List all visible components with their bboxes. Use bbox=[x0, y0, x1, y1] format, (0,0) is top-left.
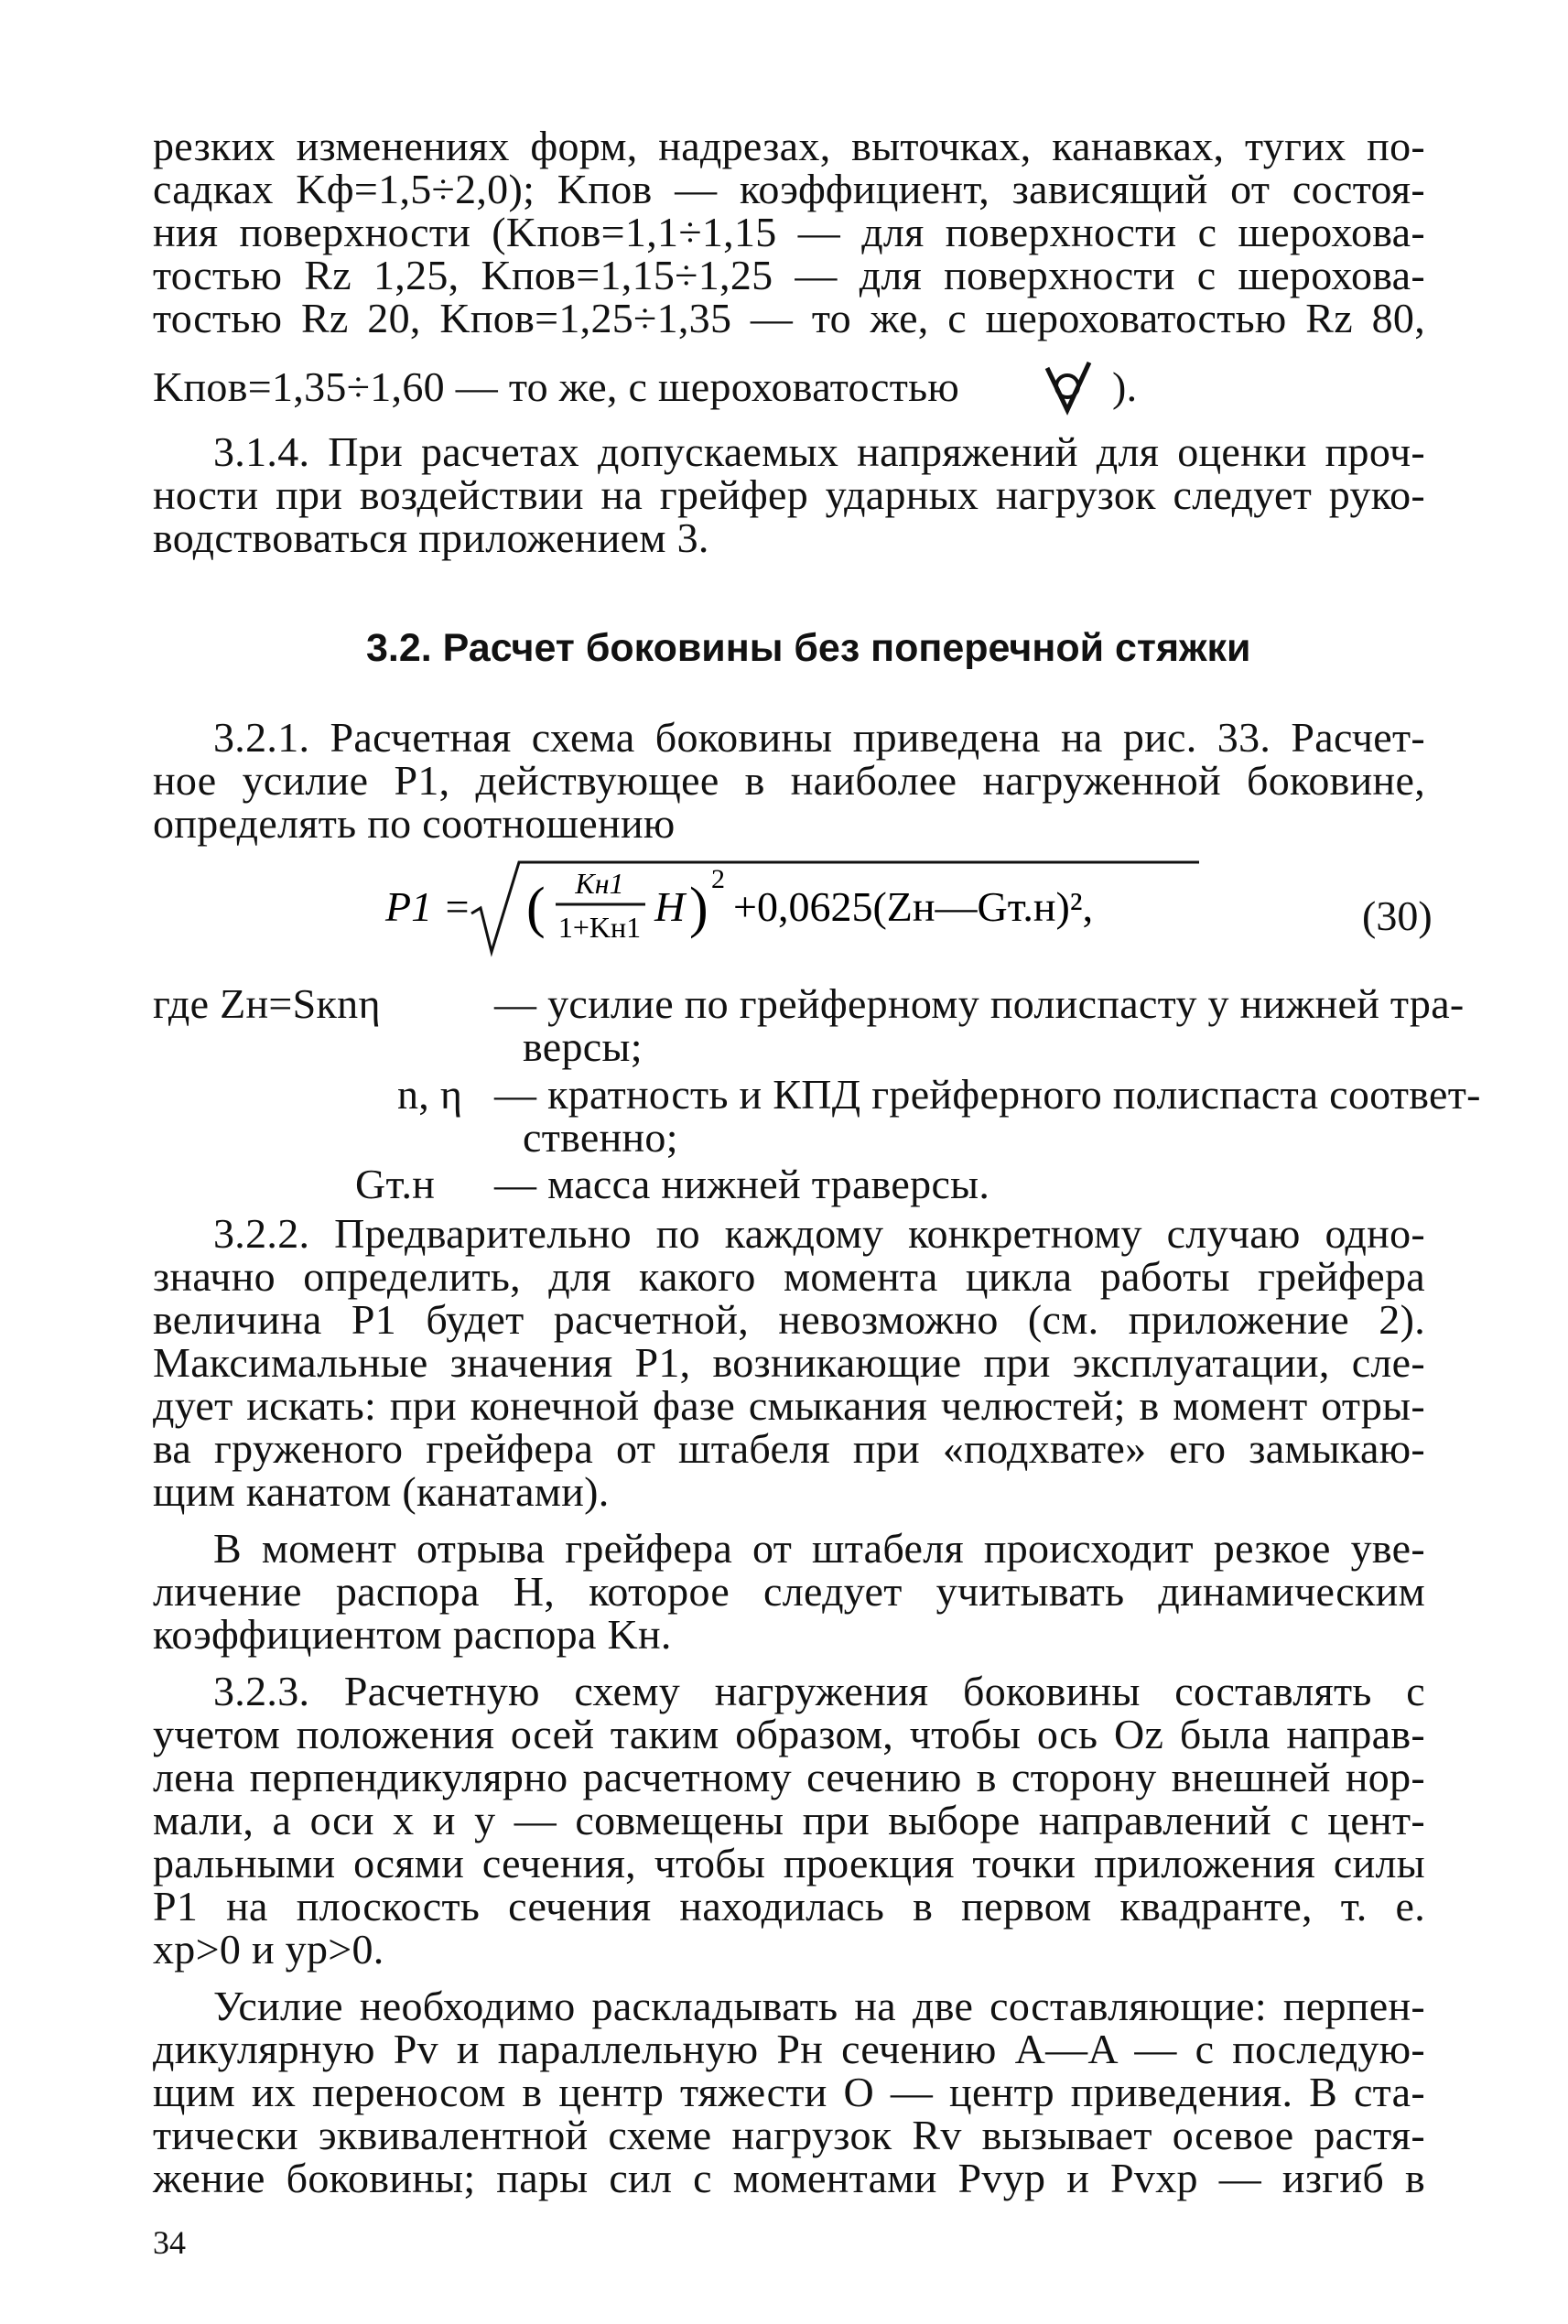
text-line: мали, а оси x и y — совмещены при выборе направлений с цент- bbox=[153, 1797, 1425, 1843]
text-line: величина P1 будет расчетной, невозможно (см. приложение 2). bbox=[153, 1296, 1425, 1343]
formula-30 bbox=[380, 857, 1204, 962]
formula-numerator: Kн1 bbox=[575, 867, 624, 900]
text-line: xp>0 и yp>0. bbox=[153, 1926, 384, 1973]
text-line: щим канатом (канатами). bbox=[153, 1468, 610, 1515]
text-line: учетом положения осей таким образом, чтобы ось Oz была направ- bbox=[153, 1711, 1425, 1757]
page-number: 34 bbox=[153, 2224, 186, 2261]
text-line: 3.2.3. Расчетную схему нагружения боковины составлять с bbox=[213, 1668, 1425, 1714]
text-line: ное усилие P1, действующее в наиболее нагруженной боковине, bbox=[153, 757, 1425, 804]
definition-term: где Zн=Sкnη bbox=[153, 980, 381, 1027]
formula-paren-right: ) bbox=[689, 877, 708, 939]
text-line: В момент отрыва грейфера от штабеля происходит резкое уве- bbox=[213, 1525, 1425, 1572]
formula-tail: +0,0625(Zн—Gт.н)², bbox=[733, 883, 1094, 930]
definition-term: n, η bbox=[397, 1071, 463, 1118]
text-line: дикулярную Pv и параллельную Pн сечению A—A — с последую- bbox=[153, 2026, 1425, 2072]
text-line: водствоваться приложением 3. bbox=[153, 514, 709, 561]
text-line: садках Kф=1,5÷2,0); Kпов — коэффициент, зависящий от состоя- bbox=[153, 166, 1425, 212]
definition-text: версы; bbox=[523, 1023, 643, 1070]
formula-h: H bbox=[654, 883, 686, 930]
text-line: коэффициентом распора Kн. bbox=[153, 1611, 672, 1658]
text-line: 3.1.4. При расчетах допускаемых напряжений для оценки проч- bbox=[213, 428, 1425, 475]
text-line: ния поверхности (Kпов=1,1÷1,15 — для поверхности с шерохова- bbox=[153, 209, 1425, 255]
text-line: Усилие необходимо раскладывать на две составляющие: перпен- bbox=[213, 1983, 1425, 2029]
text-line: значно определить, для какого момента цикла работы грейфера bbox=[153, 1253, 1425, 1300]
definition-text: — усилие по грейферному полиспасту у нижней тра- bbox=[494, 980, 1465, 1027]
text-line: P1 на плоскость сечения находилась в первом квадранте, т. е. bbox=[153, 1883, 1425, 1929]
equation-number: (30) bbox=[1362, 892, 1433, 939]
text-line: ности при воздействии на грейфер ударных нагрузок следует руко- bbox=[153, 471, 1425, 518]
formula-paren-left: ( bbox=[526, 877, 546, 939]
text-line: Kпов=1,35÷1,60 — то же, с шероховатостью bbox=[153, 363, 960, 410]
formula-exponent: 2 bbox=[711, 864, 725, 894]
text-line: ва груженого грейфера от штабеля при «подхвате» его замыкаю- bbox=[153, 1425, 1425, 1472]
definition-term: Gт.н bbox=[355, 1161, 436, 1207]
text-line: определять по соотношению bbox=[153, 800, 676, 847]
text-line: тически эквивалентной схеме нагрузок Rv вызывает осевое растя- bbox=[153, 2112, 1425, 2158]
surface-roughness-symbol-icon bbox=[1042, 359, 1097, 416]
formula-lhs: P1 = bbox=[385, 883, 471, 930]
text-line: 3.2.2. Предварительно по каждому конкретному случаю одно- bbox=[213, 1210, 1425, 1257]
definition-text: ственно; bbox=[523, 1114, 678, 1161]
text-line: резких изменениях форм, надрезах, выточках, канавках, тугих по- bbox=[153, 123, 1425, 169]
text-line: ральными осями сечения, чтобы проекция точки приложения силы bbox=[153, 1840, 1425, 1886]
text-line: лена перпендикулярно расчетному сечению в сторону внешней нор- bbox=[153, 1754, 1425, 1800]
text-line: 3.2.1. Расчетная схема боковины приведена на рис. 33. Расчет- bbox=[213, 714, 1425, 761]
text-line: личение распора H, которое следует учитывать динамическим bbox=[153, 1568, 1425, 1615]
text-line: Максимальные значения P1, возникающие при эксплуатации, сле- bbox=[153, 1339, 1425, 1386]
section-heading: 3.2. Расчет боковины без поперечной стяжки bbox=[366, 626, 1251, 670]
text-line: тостью Rz 20, Kпов=1,25÷1,35 — то же, с шероховатостью Rz 80, bbox=[153, 295, 1425, 341]
text-line: тостью Rz 1,25, Kпов=1,15÷1,25 — для поверхности с шерохова- bbox=[153, 252, 1425, 298]
definition-text: — кратность и КПД грейферного полиспаста соответ- bbox=[494, 1071, 1481, 1118]
text-line: жение боковины; пары сил с моментами Pvyp и Pvxp — изгиб в bbox=[153, 2155, 1425, 2201]
definition-text: — масса нижней траверсы. bbox=[494, 1161, 990, 1207]
text-line: дует искать: при конечной фазе смыкания челюстей; в момент отры- bbox=[153, 1382, 1425, 1429]
formula-denominator: 1+Kн1 bbox=[557, 911, 642, 944]
text-line: ). bbox=[1112, 363, 1138, 410]
text-line: щим их переносом в центр тяжести O — центр приведения. В ста- bbox=[153, 2069, 1425, 2115]
